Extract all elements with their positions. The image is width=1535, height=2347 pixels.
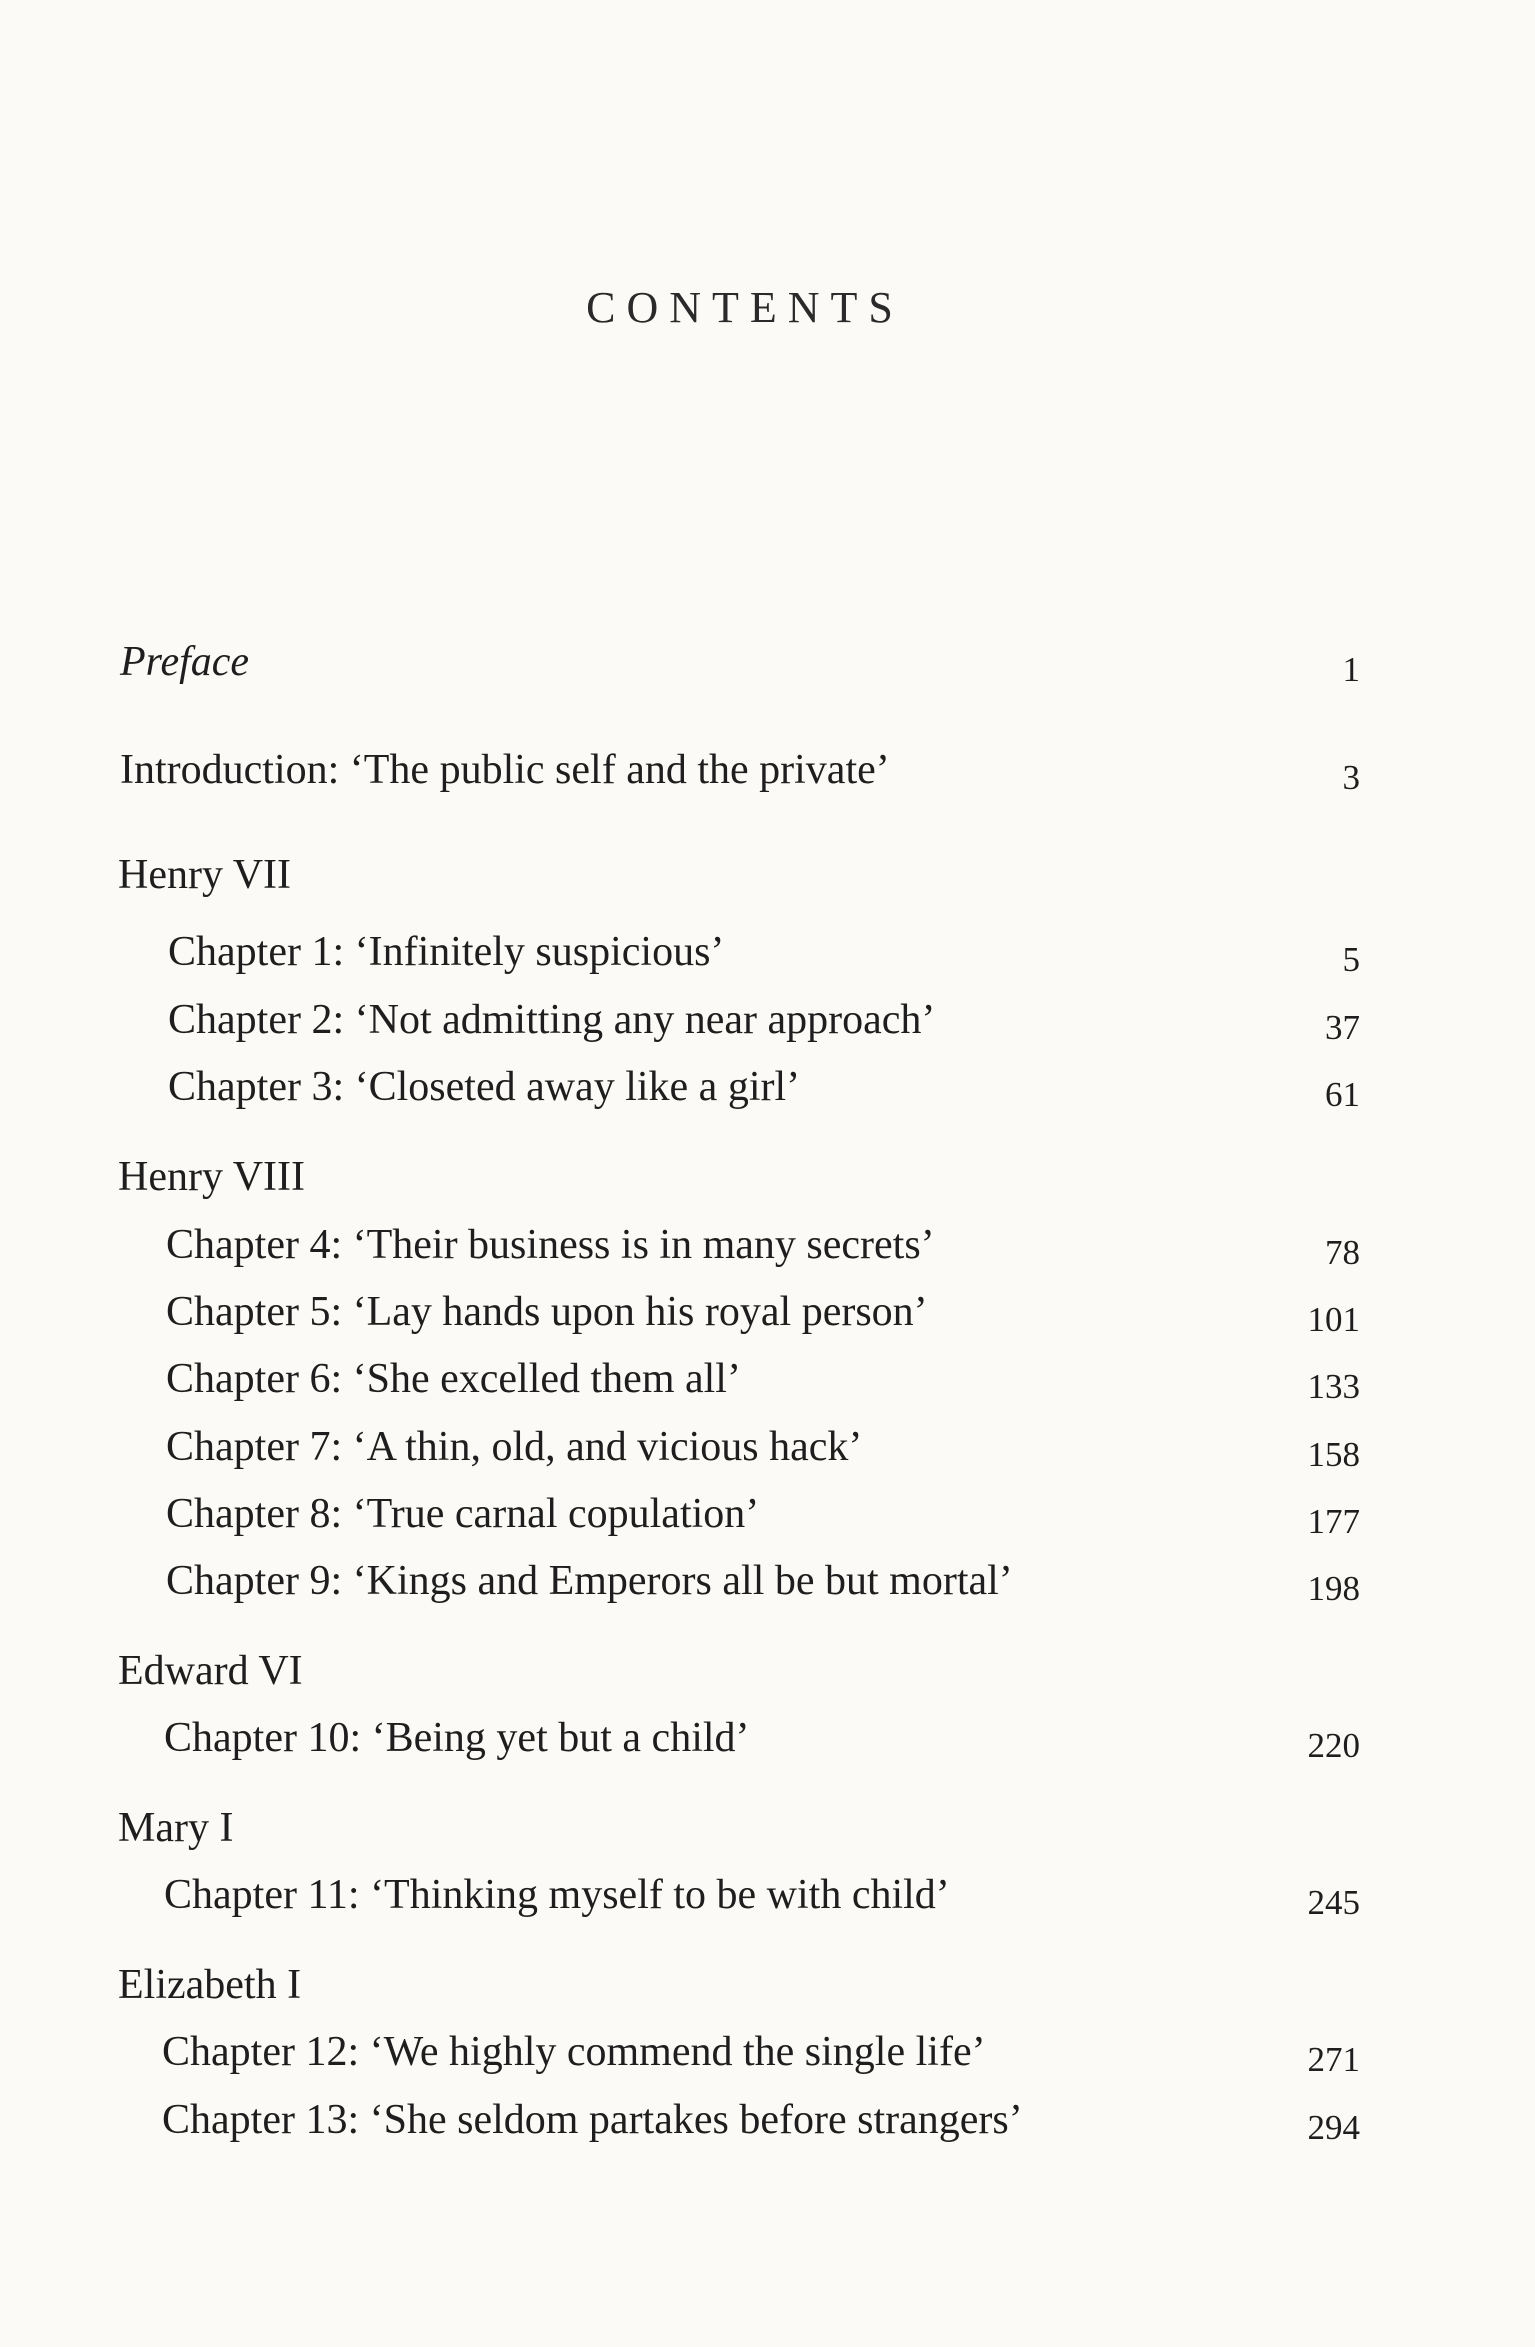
toc-entry-page: 133 — [1307, 1367, 1360, 1406]
toc-entry-introduction — [0, 740, 1535, 800]
toc-entry-chapter-1 — [0, 922, 1535, 982]
toc-entry-page: 158 — [1307, 1435, 1360, 1474]
toc-entry-chapter-9 — [0, 1551, 1535, 1611]
section-heading-henry-viii: Henry VIII — [118, 1154, 305, 1200]
toc-entry-page: 37 — [1325, 1008, 1360, 1047]
toc-entry-label: Chapter 12: ‘We highly commend the single life’ — [162, 2029, 986, 2075]
toc-entry-chapter-12 — [0, 2022, 1535, 2082]
toc-entry-page: 101 — [1307, 1300, 1360, 1339]
toc-entry-label: Chapter 11: ‘Thinking myself to be with child’ — [164, 1872, 950, 1918]
toc-entry-chapter-6 — [0, 1349, 1535, 1409]
toc-entry-preface — [0, 632, 1535, 692]
toc-entry-chapter-4 — [0, 1215, 1535, 1275]
section-heading-henry-vii: Henry VII — [118, 852, 292, 898]
toc-entry-page: 177 — [1307, 1502, 1360, 1541]
toc-entry-label: Chapter 6: ‘She excelled them all’ — [166, 1356, 741, 1402]
toc-entry-page: 1 — [1342, 650, 1360, 689]
toc-entry-page: 245 — [1307, 1883, 1360, 1922]
toc-entry-label: Chapter 4: ‘Their business is in many secrets’ — [166, 1222, 935, 1268]
toc-entry-page: 3 — [1342, 758, 1360, 797]
toc-entry-label: Chapter 9: ‘Kings and Emperors all be but mortal’ — [166, 1558, 1013, 1604]
toc-entry-page: 61 — [1325, 1075, 1360, 1114]
toc-entry-chapter-11 — [0, 1865, 1535, 1925]
section-heading-elizabeth-i: Elizabeth I — [118, 1962, 302, 2008]
page-title: CONTENTS — [586, 283, 904, 332]
toc-entry-chapter-13 — [0, 2090, 1535, 2150]
toc-entry-page: 220 — [1307, 1726, 1360, 1765]
toc-entry-label: Chapter 2: ‘Not admitting any near approach’ — [168, 997, 936, 1043]
toc-entry-chapter-3 — [0, 1057, 1535, 1117]
toc-entry-label: Chapter 8: ‘True carnal copulation’ — [166, 1491, 760, 1537]
toc-entry-chapter-5 — [0, 1282, 1535, 1342]
toc-entry-label: Chapter 5: ‘Lay hands upon his royal person’ — [166, 1289, 928, 1335]
toc-entry-page: 294 — [1307, 2108, 1360, 2147]
toc-entry-label: Chapter 3: ‘Closeted away like a girl’ — [168, 1064, 801, 1110]
toc-entry-chapter-2 — [0, 990, 1535, 1050]
toc-entry-page: 78 — [1325, 1233, 1360, 1272]
toc-entry-page: 271 — [1307, 2040, 1360, 2079]
toc-entry-page: 5 — [1342, 940, 1360, 979]
toc-entry-label: Preface — [120, 639, 250, 685]
toc-entry-chapter-7 — [0, 1417, 1535, 1477]
section-heading-mary-i: Mary I — [118, 1805, 234, 1851]
toc-entry-chapter-10 — [0, 1708, 1535, 1768]
toc-entry-chapter-8 — [0, 1484, 1535, 1544]
toc-entry-label: Chapter 1: ‘Infinitely suspicious’ — [168, 929, 725, 975]
toc-entry-label: Chapter 10: ‘Being yet but a child’ — [164, 1715, 750, 1761]
toc-entry-page: 198 — [1307, 1569, 1360, 1608]
toc-entry-label: Introduction: ‘The public self and the private’ — [120, 747, 890, 793]
toc-entry-label: Chapter 7: ‘A thin, old, and vicious hack’ — [166, 1424, 863, 1470]
toc-entry-label: Chapter 13: ‘She seldom partakes before strangers’ — [162, 2097, 1023, 2143]
section-heading-edward-vi: Edward VI — [118, 1648, 303, 1694]
